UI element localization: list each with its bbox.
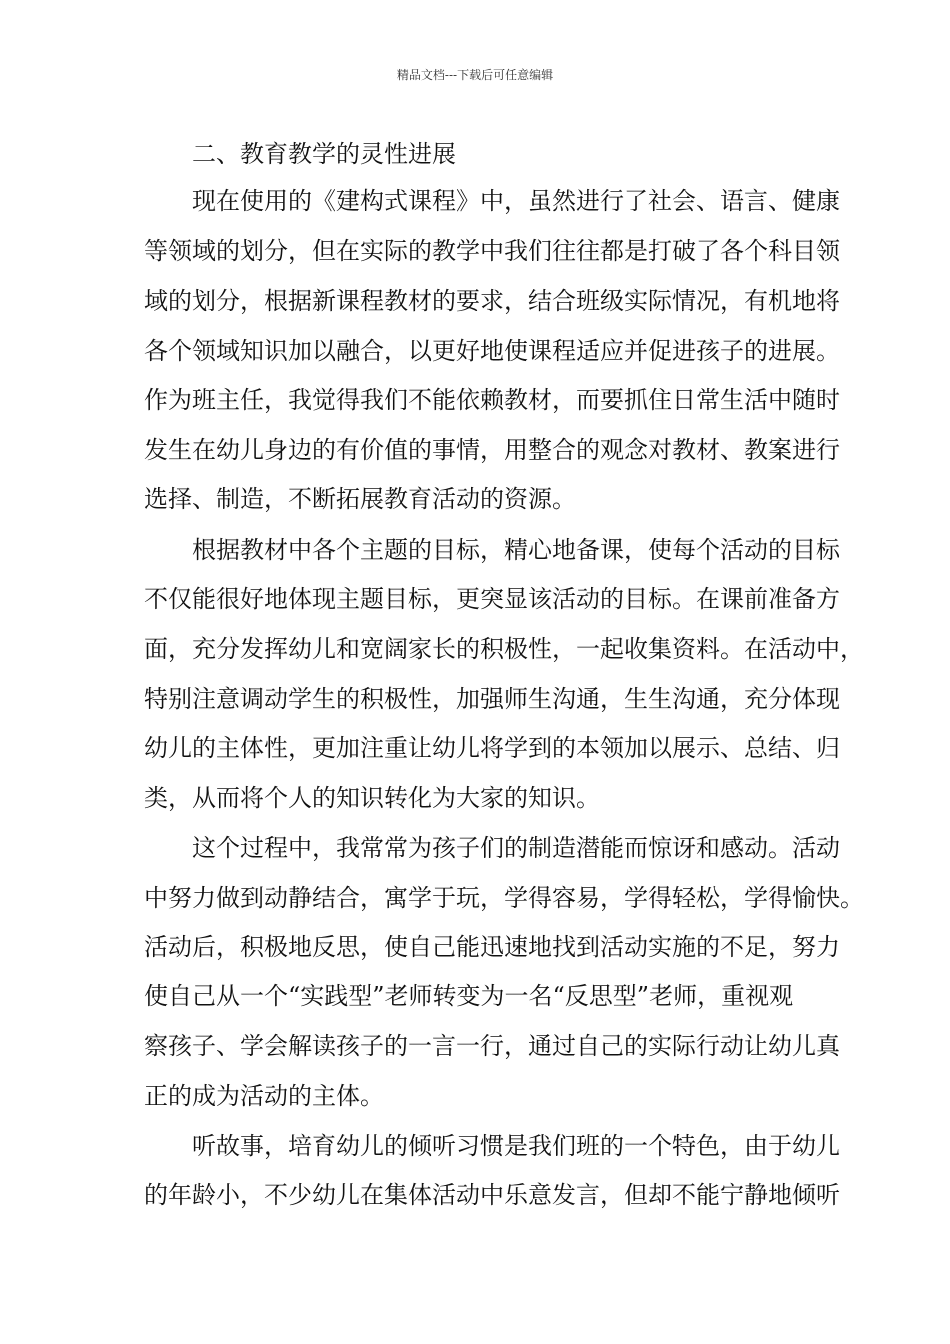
paragraph-line: 察孩子、学会解读孩子的一言一行，通过自己的实际行动让幼儿真 — [144, 1032, 840, 1060]
paragraph-line: 作为班主任，我觉得我们不能依赖教材，而要抓住日常生活中随时 — [144, 386, 840, 414]
paragraph-line: 这个过程中，我常常为孩子们的制造潜能而惊讶和感动。活动 — [192, 834, 840, 862]
paragraph-line: 发生在幼儿身边的有价值的事情，用整合的观念对教材、教案进行 — [144, 436, 840, 464]
paragraph-line: 域的划分，根据新课程教材的要求，结合班级实际情况，有机地将 — [144, 287, 840, 315]
paragraph-line: 特别注意调动学生的积极性，加强师生沟通，生生沟通，充分体现 — [144, 685, 840, 713]
paragraph-line: 根据教材中各个主题的目标，精心地备课，使每个活动的目标 — [192, 536, 840, 564]
paragraph-line: 幼儿的主体性，更加注重让幼儿将学到的本领加以展示、总结、归 — [144, 734, 840, 762]
paragraph-line: 面，充分发挥幼儿和宽阔家长的积极性，一起收集资料。在活动中， — [144, 635, 864, 663]
paragraph-line: 听故事，培育幼儿的倾听习惯是我们班的一个特色，由于幼儿 — [192, 1132, 840, 1160]
paragraph-line: 类，从而将个人的知识转化为大家的知识。 — [144, 784, 600, 812]
paragraph-line: 中努力做到动静结合，寓学于玩，学得容易，学得轻松，学得愉快。 — [144, 884, 864, 912]
paragraph-line: 活动后，积极地反思，使自己能迅速地找到活动实施的不足，努力 — [144, 933, 840, 961]
paragraph-line: 各个领域知识加以融合，以更好地使课程适应并促进孩子的进展。 — [144, 337, 840, 365]
paragraph-line: 不仅能很好地体现主题目标，更突显该活动的目标。在课前准备方 — [144, 585, 840, 613]
section-heading: 二、教育教学的灵性进展 — [192, 140, 456, 168]
paragraph-line: 的年龄小，不少幼儿在集体活动中乐意发言，但却不能宁静地倾听 — [144, 1181, 840, 1209]
page-header: 精品文档---下载后可任意编辑 — [396, 68, 554, 82]
paragraph-line: 现在使用的《建构式课程》中，虽然进行了社会、语言、健康 — [192, 187, 840, 215]
paragraph-line: 选择、制造，不断拓展教育活动的资源。 — [144, 485, 576, 513]
paragraph-line: 使自己从一个“实践型”老师转变为一名“反思型”老师，重视观 — [144, 982, 794, 1010]
paragraph-line: 正的成为活动的主体。 — [144, 1082, 384, 1110]
paragraph-line: 等领域的划分，但在实际的教学中我们往往都是打破了各个科目领 — [144, 237, 840, 265]
